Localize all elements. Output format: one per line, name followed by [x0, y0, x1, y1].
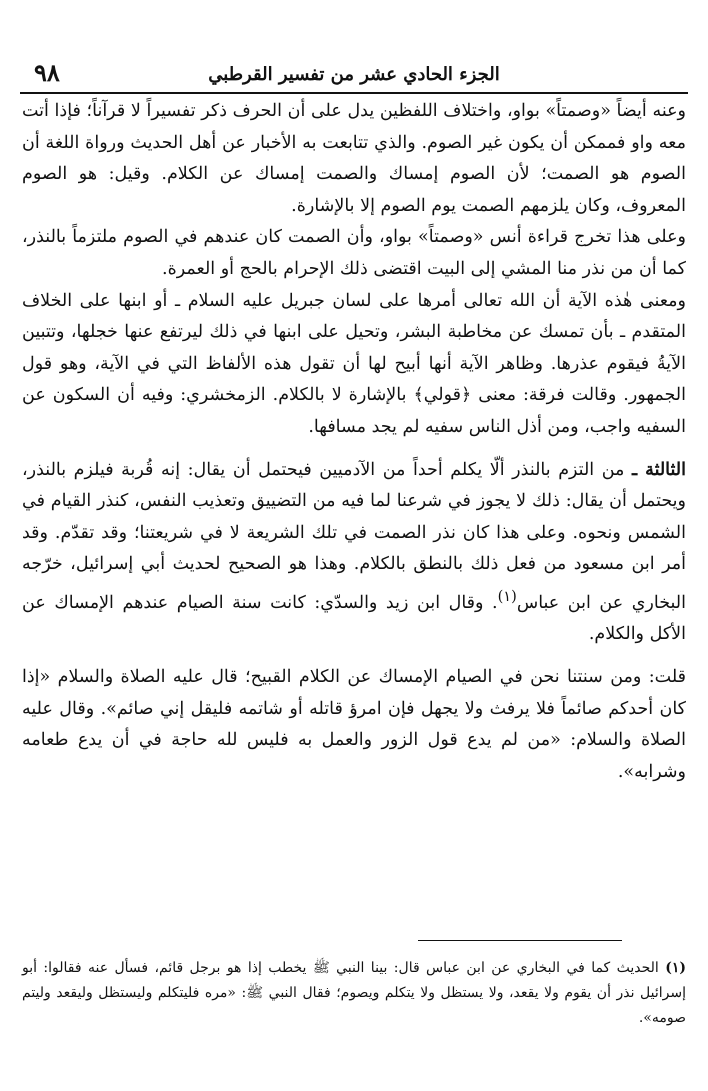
paragraph-3: ومعنى هٰذه الآية أن الله تعالى أمرها على لسان جبريل عليه السلام ـ أو ابنها على الخلاف المتقدم ـ بأن تمسك عن مخاطبة البشر، وتحيل على ابنها في ذلك ليرتفع عنها خجلها، وتتبين الآيةُ فيقوم عذرها. وظاهر الآية أنها أبيح لها أن تقول هذه الألفاظ التي في الآية، وهو قول الجمهور. وقالت فرقة: معنى ﴿قولي﴾ بالإشارة لا بالكلام. الزمخشري: وفيه أن السكون عن السفيه واجب، ومن أذل الناس سفيه لم يجد مسافها.	[22, 290, 686, 437]
paragraph-4-end: . وقال ابن زيد والسدّي: كانت سنة الصيام عندهم الإمساك عن الأكل والكلام.	[22, 592, 686, 645]
body-text	[22, 96, 686, 788]
footnote-divider	[418, 940, 622, 941]
page-number: ٩٨	[34, 58, 60, 87]
footnote-marker: (١)	[665, 960, 686, 976]
section-lead: الثالثة ـ	[631, 459, 686, 480]
paragraph-5: قلت: ومن سنتنا نحن في الصيام الإمساك عن الكلام القبيح؛ قال عليه الصلاة والسلام «إذا كان أحدكم صائماً فلا يرفث ولا يجهل فإن امرؤ قاتله أو شاتمه فليقل إني صائم». وقال عليه الصلاة والسلام: «من لم يدع قول الزور والعمل به فليس لله حاجة في أن يدع طعامه وشرابه».	[22, 666, 686, 782]
paragraph-4	[22, 455, 686, 651]
page-header	[20, 58, 688, 94]
footnote	[22, 956, 686, 1031]
paragraph-2: وعلى هذا تخرج قراءة أنس «وصمتاً» بواو، وأن الصمت كان عندهم في الصوم ملتزماً بالنذر، كما أن من نذر منا المشي إلى البيت اقتضى ذلك الإحرام بالحج أو العمرة.	[22, 227, 686, 279]
footnote-ref[interactable]: (١)	[497, 587, 517, 605]
running-title: الجزء الحادي عشر من تفسير القرطبي	[208, 64, 500, 85]
footnote-text: الحديث كما في البخاري عن ابن عباس قال: بينا النبي ﷺ يخطب إذا هو برجل قائم، فسأل عنه فقالوا: أبو إسرائيل نذر أن يقوم ولا يقعد، ولا يستظل ولا يتكلم ويصوم؛ فقال النبي ﷺ: «مره فليتكلم وليستظل وليقعد وليتم صومه».	[22, 960, 686, 1026]
paragraph-1: وعنه أيضاً «وصمتاً» بواو، واختلاف اللفظين يدل على أن الحرف ذكر تفسيراً لا قرآناً؛ فإذا أتت معه واو فممكن أن يكون غير الصوم. والذي تتابعت به الأخبار عن أهل الحديث ورواة اللغة أن الصوم هو الصمت؛ لأن الصوم إمساك والصمت إمساك عن الكلام. وقيل: هو الصوم المعروف، وكان يلزمهم الصمت يوم الصوم إلا بالإشارة.	[22, 101, 686, 216]
paragraph-4-text: من التزم بالنذر ألّا يكلم أحداً من الآدميين فيحتمل أن يقال: إنه قُربة فيلزم بالنذر، ويحتمل أن يقال: ذلك لا يجوز في شرعنا لما فيه من التضييق وتعذيب النفس، كنذر القيام في الشمس ونحوه. وعلى هذا كان نذر الصمت في تلك الشريعة لا في شريعتنا؛ وقد تقدّم. وقد أمر ابن مسعود من فعل ذلك بالنطق بالكلام. وهذا هو الصحيح لحديث أبي إسرائيل، خرّجه البخاري عن ابن عباس	[22, 459, 686, 613]
